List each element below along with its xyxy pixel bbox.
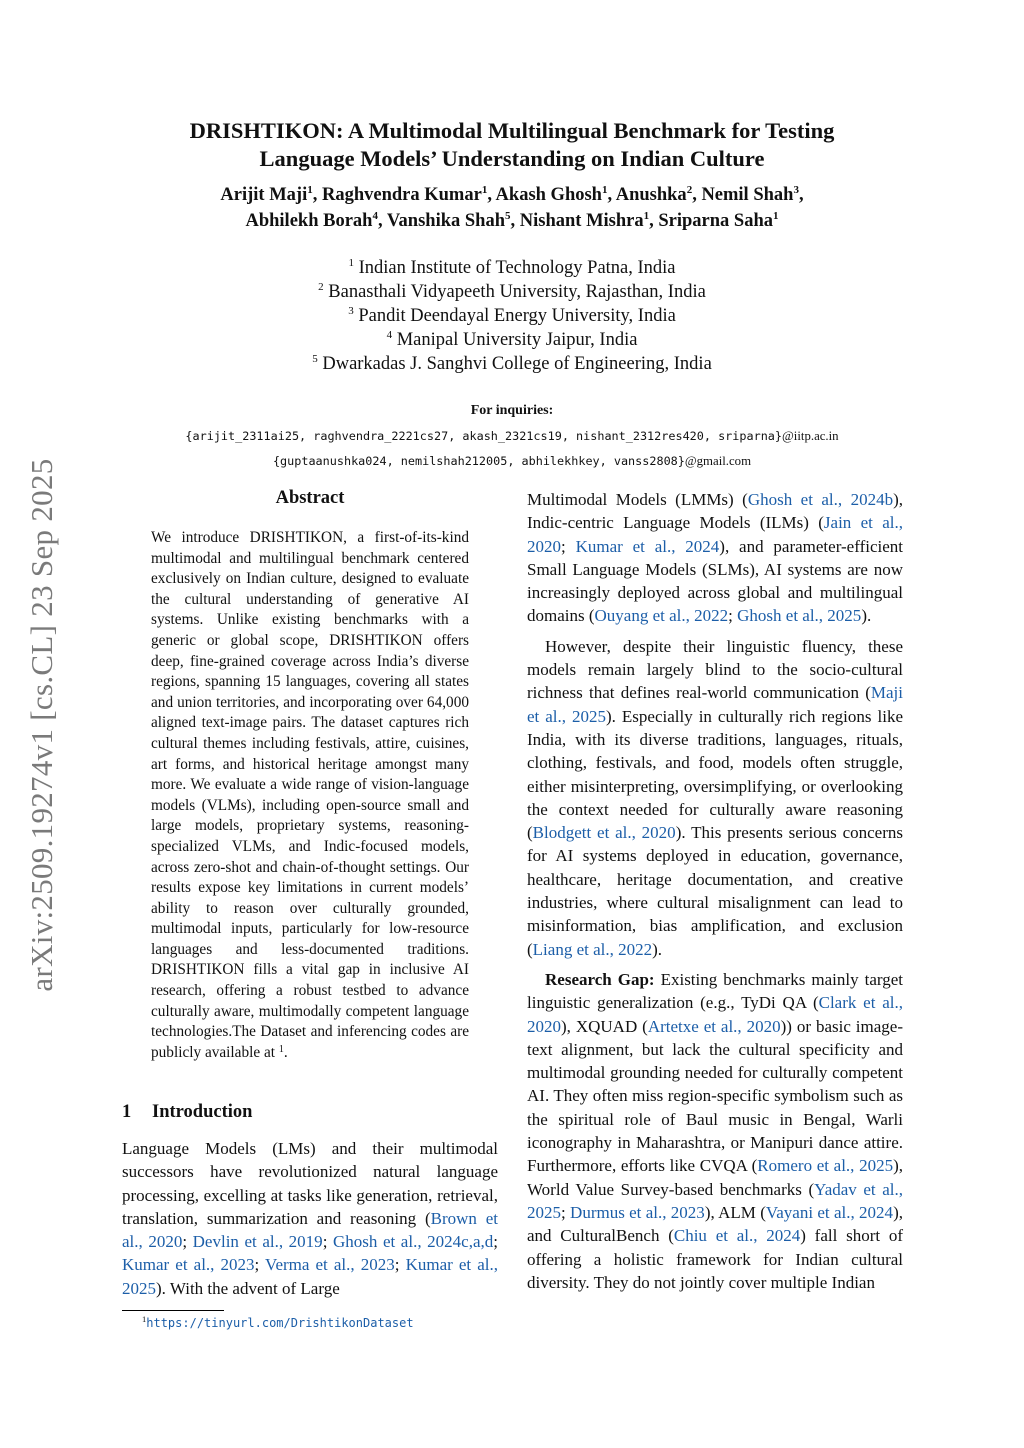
- inquiries-label: For inquiries:: [470, 403, 554, 418]
- citation-link[interactable]: Kumar et al., 2023: [122, 1255, 255, 1275]
- affiliation-name: Pandit Deendayal Energy University, India: [358, 306, 676, 326]
- citation-link[interactable]: Jain et al., 2020: [527, 513, 903, 556]
- author-separator: ,: [377, 211, 387, 231]
- text-run: Multimodal Models (LMMs) (: [527, 490, 748, 509]
- section-number: 1: [122, 1102, 132, 1122]
- text-run: Language Models (LMs) and their multimodal successors have revolutionized natural language processing, excelling at tasks like generation, retrieval, translation, summarization and reasoning (: [122, 1139, 498, 1228]
- author-affiliation-mark: 1: [773, 210, 779, 222]
- intro-left-column: [122, 1137, 498, 1300]
- research-gap-paragraph: [527, 968, 903, 1294]
- author-affiliation-mark: 5: [505, 210, 511, 222]
- text-run: ), ALM (: [704, 1202, 766, 1222]
- affiliation-item: [100, 328, 924, 352]
- author-affiliation-mark: 3: [793, 184, 799, 196]
- author-list: [100, 182, 924, 234]
- research-gap-text: [527, 970, 903, 1292]
- author-separator: ,: [798, 185, 804, 205]
- author-affiliation-mark: 4: [372, 210, 378, 222]
- section-heading-introduction: [122, 1102, 252, 1123]
- affiliation-number: 3: [348, 305, 354, 317]
- text-run: ;: [182, 1232, 193, 1252]
- abstract-text: We introduce DRISHTIKON, a first-of-its-kind multimodal and multilingual benchmark centered exclusively on Indian culture, designed to evaluate the cultural understanding of generative AI systems. Unlike existing benchmarks with a generic or global scope, DRISHTIKON offers deep, fine-grained coverage across India’s diverse regions, spanning 15 languages, covering all states and union territories, and incorporating over 64,000 aligned text-image pairs. The dataset captures rich cultural themes including festivals, attire, cuisines, art forms, and historical heritage amongst many more. We evaluate a wide range of vision-language models (VLMs), including open-source small and large models, proprietary systems, reasoning-specialized VLMs, and Indic-focused models, across zero-shot and chain-of-thought settings. Our results expose key limitations in current models’ ability to reason over culturally grounded, multimodal inputs, particularly for low-resource languages and less-documented traditions. DRISHTIKON fills a vital gap in inclusive AI research, offering a robust testbed to advance culturally aware, multimodally competent language technologies.The Dataset and inferencing codes are publicly available at: [151, 529, 469, 1061]
- intro-paragraph-1: [122, 1137, 498, 1300]
- email-domain-1: @iitp.ac.in: [782, 429, 839, 443]
- text-run: ;: [728, 606, 738, 626]
- citation-link[interactable]: Romero et al., 2025: [757, 1156, 894, 1176]
- author-separator: ,: [487, 185, 496, 205]
- citation-link[interactable]: Kumar et al., 2024: [575, 536, 720, 556]
- title-line-2: Language Models’ Understanding on Indian Culture: [259, 146, 765, 171]
- email-domain-2: @gmail.com: [684, 454, 752, 468]
- author-name: Arijit Maji: [220, 185, 308, 205]
- author-affiliation-mark: 1: [481, 184, 488, 196]
- citation-link[interactable]: Ghosh et al., 2024c,a,d: [333, 1232, 494, 1252]
- affiliation-item: [100, 280, 924, 304]
- text-run: ), World Value Survey-based benchmarks (: [527, 1156, 903, 1199]
- text-run: ).: [861, 606, 872, 626]
- paper-title: [100, 117, 924, 173]
- citation-link[interactable]: Vayani et al., 2024: [765, 1202, 894, 1222]
- affiliation-list: [100, 256, 924, 376]
- text-run: ).: [652, 939, 663, 959]
- footnote: [142, 1316, 414, 1331]
- author-name: Akash Ghosh: [495, 185, 602, 205]
- citation-link[interactable]: Brown et al., 2020: [122, 1208, 498, 1252]
- text-run: ;: [254, 1255, 266, 1275]
- arxiv-identifier: arXiv:2509.19274v1 [cs.CL] 23 Sep 2025: [24, 458, 59, 992]
- text-run: ;: [561, 1202, 571, 1222]
- citation-link[interactable]: Kumar et al., 2025: [122, 1255, 498, 1298]
- affiliation-number: 5: [312, 353, 318, 365]
- author-affiliation-mark: 1: [307, 184, 313, 196]
- author-name: Anushka: [615, 185, 687, 205]
- right-column: [527, 488, 903, 1294]
- citation-link[interactable]: Verma et al., 2023: [265, 1255, 395, 1275]
- email-group-1: {arijit_2311ai25, raghvendra_2221cs27, akash_2321cs19, nishant_2312res420, sriparna}: [185, 429, 783, 443]
- citation-link[interactable]: Blodgett et al., 2020: [532, 823, 676, 843]
- text-run: However, despite their linguistic fluency, these models remain largely blind to the socio-cultural richness that defines real-world communication (: [527, 636, 903, 703]
- abstract-end: .: [283, 1043, 288, 1061]
- text-run: ). Especially in culturally rich regions like India, with its diverse traditions, languages, rituals, clothing, festivals, and food, models often struggle, either misinterpreting, oversimplifying, or overlooking the context needed for culturally aware reasoning (: [527, 706, 903, 843]
- affiliation-name: Manipal University Jaipur, India: [396, 330, 638, 350]
- abstract-body: [151, 528, 469, 1063]
- author-name: Nemil Shah: [701, 185, 794, 205]
- citation-link[interactable]: Clark et al., 2020: [527, 993, 904, 1036]
- affiliation-item: [100, 304, 924, 328]
- citation-link[interactable]: Ouyang et al., 2022: [594, 606, 729, 626]
- author-separator: ,: [510, 211, 520, 231]
- author-separator: ,: [312, 185, 322, 205]
- email-line-2: [80, 453, 944, 469]
- abstract-footnote-mark[interactable]: 1: [278, 1043, 284, 1055]
- text-run: ), Indic-centric Language Models (ILMs) (: [527, 490, 903, 533]
- author-separator: ,: [649, 211, 659, 231]
- section-title: Introduction: [152, 1102, 253, 1122]
- affiliation-name: Banasthali Vidyapeeth University, Rajasthan, India: [328, 282, 706, 302]
- text-run: ). With the advent of Large: [156, 1278, 340, 1298]
- author-name: Sriparna Saha: [658, 211, 774, 231]
- text-run: ;: [493, 1232, 498, 1252]
- affiliation-item: [100, 256, 924, 280]
- affiliation-number: 1: [348, 257, 354, 269]
- author-name: Vanshika Shah: [386, 211, 505, 231]
- citation-link[interactable]: Durmus et al., 2023: [570, 1202, 705, 1222]
- citation-link[interactable]: Liang et al., 2022: [532, 939, 653, 959]
- affiliation-name: Dwarkadas J. Sanghvi College of Engineering, India: [322, 354, 712, 374]
- author-name: Abhilekh Borah: [245, 211, 373, 231]
- abstract-heading: Abstract: [275, 488, 345, 508]
- text-run: ), and parameter-efficient Small Language Models (SLMs), AI systems are now increasingly deployed across global and multilingual domains (: [527, 536, 903, 626]
- citation-link[interactable]: Devlin et al., 2019: [192, 1232, 323, 1252]
- affiliation-name: Indian Institute of Technology Patna, India: [358, 258, 676, 278]
- citation-link[interactable]: Artetxe et al., 2020: [647, 1016, 781, 1036]
- affiliation-item: [100, 352, 924, 376]
- title-line-1: DRISHTIKON: A Multimodal Multilingual Benchmark for Testing: [189, 118, 835, 143]
- author-name: Nishant Mishra: [519, 211, 644, 231]
- footnote-mark: 1: [142, 1314, 147, 1324]
- text-run: ;: [394, 1255, 406, 1275]
- arxiv-sidebar: [22, 425, 62, 1025]
- affiliation-number: 4: [386, 329, 393, 341]
- author-affiliation-mark: 1: [601, 184, 608, 196]
- citation-link[interactable]: Ghosh et al., 2025: [737, 606, 862, 626]
- email-line-1: [80, 428, 944, 444]
- author-separator: ,: [692, 185, 702, 205]
- author-affiliation-mark: 2: [686, 184, 693, 196]
- author-affiliation-mark: 1: [643, 210, 650, 222]
- author-separator: ,: [607, 185, 616, 205]
- citation-link[interactable]: Ghosh et al., 2024b: [747, 490, 894, 509]
- author-line-1: [100, 182, 924, 208]
- text-run: ), XQUAD (: [561, 1016, 648, 1036]
- citation-link[interactable]: Yadav et al., 2025: [527, 1179, 904, 1222]
- text-run: ;: [561, 536, 576, 556]
- right-paragraph-1: [527, 488, 903, 628]
- affiliation-number: 2: [318, 281, 324, 293]
- email-group-2: {guptaanushka024, nemilshah212005, abhilekhkey, vanss2808}: [272, 454, 685, 468]
- text-run: ). This presents serious concerns for AI systems deployed in education, governance, healthcare, heritage documentation, and creative industries, where cultural misalignment can lead to misinformation, bias amplification, and exclusion (: [527, 823, 904, 959]
- text-run: ) fall short of offering a holistic framework for Indian cultural diversity. They do not jointly cover multiple Indian: [527, 1226, 903, 1292]
- author-line-2: [100, 208, 924, 234]
- text-run: Existing benchmarks mainly target linguistic generalization (e.g., TyDi QA (: [527, 969, 904, 1013]
- research-gap-label: Research Gap:: [545, 969, 655, 989]
- citation-link[interactable]: Chiu et al., 2024: [673, 1226, 801, 1246]
- author-name: Raghvendra Kumar: [321, 185, 482, 205]
- citation-link[interactable]: Maji et al., 2025: [527, 683, 903, 726]
- text-run: ), and CulturalBench (: [527, 1202, 903, 1246]
- right-paragraph-2: [527, 635, 903, 961]
- footnote-rule: [122, 1310, 224, 1311]
- text-run: ;: [322, 1232, 333, 1252]
- footnote-url-link[interactable]: https://tinyurl.com/DrishtikonDataset: [146, 1316, 414, 1330]
- text-run: )) or basic image-text alignment, but lack the cultural specificity and multimodal grounding needed for culturally competent AI. They often miss region-specific symbolism such as the spiritual role of Baul music in Bengal, Warli iconography in Maharashtra, or Manipuri dance attire. Furthermore, efforts like CVQA (: [527, 1016, 903, 1176]
